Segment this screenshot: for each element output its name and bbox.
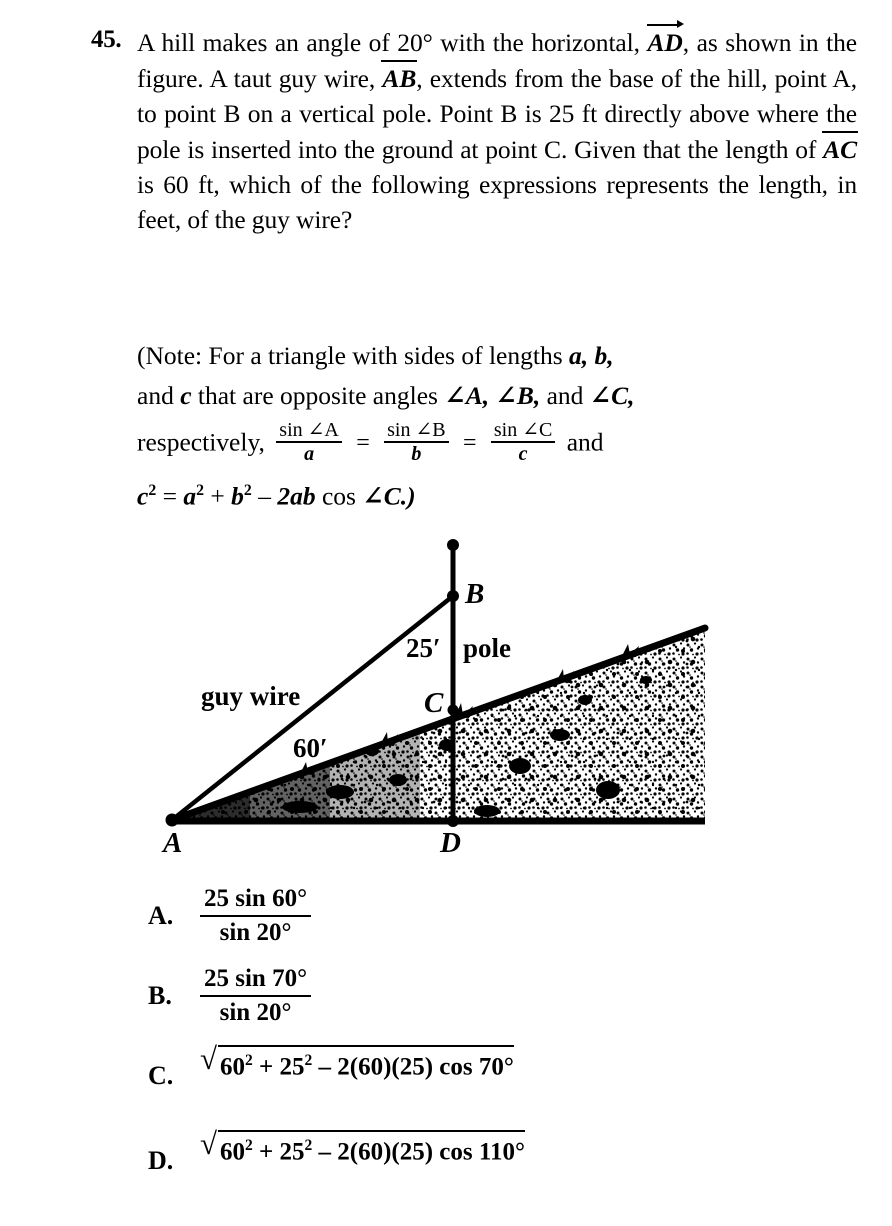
radicand-pre: 60 <box>220 1138 245 1166</box>
stem-comma-1: , <box>682 28 690 57</box>
radical-vinculum <box>218 1130 525 1132</box>
choice-denominator: sin 20° <box>219 919 292 946</box>
segment-ab-notation: AB <box>382 60 416 96</box>
choice-letter: C. <box>148 1061 174 1090</box>
stem-line-2: as shown in the figure. A taut guy wire, <box>137 28 858 93</box>
radical-sign-icon: √ <box>200 1126 218 1161</box>
fraction-numerator: sin ∠A <box>276 420 342 443</box>
note-line-1 <box>137 336 867 376</box>
choice-numerator: 25 sin 70° <box>200 965 311 997</box>
fraction-sin-a-over-a <box>276 420 342 465</box>
loc-exp-b: 2 <box>243 481 252 499</box>
note-angle-c: ∠C, <box>589 381 635 410</box>
choice-radical <box>200 1041 514 1081</box>
radical-vinculum <box>218 1045 514 1047</box>
radicand-mid: + 25 <box>252 1138 305 1166</box>
stem-is60: is 60 ft, which of the following <box>137 170 470 199</box>
radicand-post: – 2(60)(25) cos 70° <box>312 1053 514 1081</box>
note-opposite-text: that are opposite angles <box>197 381 438 410</box>
question-stem <box>137 24 857 237</box>
label-guy-wire: guy wire <box>201 681 301 711</box>
loc-c: c <box>137 481 149 511</box>
radicand <box>220 1045 514 1081</box>
stem-line-7: expressions represents the length, in feet, of the guy <box>137 170 857 234</box>
ray-ad-notation: AD <box>648 24 683 60</box>
choice-letter: A. <box>148 901 174 930</box>
note-respectively: respectively, <box>137 427 265 457</box>
label-height-25ft: 25′ <box>406 633 441 663</box>
note-var-c: c <box>180 381 192 410</box>
radicand <box>220 1130 525 1166</box>
choice-expression <box>200 1041 514 1081</box>
choice-expression <box>200 885 311 947</box>
fraction-denominator: c <box>518 443 528 466</box>
choice-letter: D. <box>148 1146 174 1175</box>
answer-choice-a[interactable] <box>148 885 868 961</box>
answer-choice-b[interactable] <box>148 965 868 1041</box>
loc-a: a <box>183 481 197 511</box>
choice-fraction <box>200 965 311 1027</box>
loc-angle-c: ∠C.) <box>362 481 416 511</box>
loc-2ab: 2ab <box>277 481 316 511</box>
segment-ac-notation: AC <box>823 131 857 167</box>
label-length-60ft: 60′ <box>293 733 328 763</box>
loc-exp-c: 2 <box>148 481 157 499</box>
choice-expression <box>200 1126 525 1166</box>
label-point-c: C <box>424 687 444 719</box>
note-line-4-law-of-cosines <box>137 471 867 517</box>
stem-line-8: wire? <box>296 205 353 234</box>
point-a-dot <box>166 814 179 827</box>
point-b-dot <box>447 590 459 602</box>
radicand-exponent-1: 2 <box>245 1052 253 1069</box>
fraction-numerator: sin ∠C <box>491 420 555 443</box>
label-pole: pole <box>463 633 512 663</box>
loc-minus: – <box>258 481 271 511</box>
point-c-dot <box>448 705 459 716</box>
choice-expression <box>200 965 311 1027</box>
stem-line-3: from the base of the hill, point A, to point B on a <box>137 64 858 128</box>
answer-choice-c[interactable] <box>148 1041 868 1121</box>
fraction-denominator: a <box>304 443 315 466</box>
radical-sign-icon: √ <box>200 1041 218 1076</box>
choice-numerator: 25 sin 60° <box>200 885 311 917</box>
loc-b: b <box>231 481 244 511</box>
note-line-3-law-of-sines <box>137 420 867 465</box>
hill-guy-wire-figure <box>0 530 892 875</box>
radicand-mid: + 25 <box>252 1053 305 1081</box>
stem-line-1: A hill makes an angle of 20° with the horizontal, <box>137 28 640 57</box>
answer-choice-d[interactable] <box>148 1126 868 1206</box>
choice-denominator: sin 20° <box>219 999 292 1026</box>
radicand-exponent-1: 2 <box>245 1137 253 1154</box>
equals-sign-1: = <box>356 430 370 457</box>
question-number: 45. <box>91 26 122 53</box>
loc-equals: = <box>162 481 177 511</box>
radicand-exponent-2: 2 <box>304 1137 313 1154</box>
label-point-a: A <box>163 827 183 859</box>
label-point-b: B <box>465 578 485 610</box>
choice-letter: B. <box>148 981 172 1010</box>
note-angles-ab: ∠A, ∠B, <box>444 381 541 410</box>
radicand-exponent-2: 2 <box>304 1052 313 1069</box>
equals-sign-2: = <box>462 430 477 457</box>
stem-line-4: vertical pole. Point B is 25 ft directly above where the <box>299 99 857 128</box>
note-block <box>137 336 867 516</box>
choice-radical <box>200 1126 525 1166</box>
fraction-denominator: b <box>411 443 422 466</box>
loc-exp-a: 2 <box>196 481 205 499</box>
fraction-sin-c-over-c <box>491 420 555 465</box>
note-and-1: and <box>137 381 174 410</box>
note-line-1-text: (Note: For a triangle with sides of lengths <box>137 341 563 370</box>
loc-plus: + <box>210 481 225 511</box>
stem-line-6: the length of <box>687 135 817 164</box>
fraction-numerator: sin ∠B <box>384 420 448 443</box>
figure-svg <box>0 530 892 875</box>
pole-top-dot <box>447 539 459 551</box>
radicand-pre: 60 <box>220 1053 245 1081</box>
stem-line-5: pole is inserted into the ground at point C. Given that <box>137 135 681 164</box>
stem-extends: , extends <box>416 64 507 93</box>
choice-fraction <box>200 885 311 947</box>
fraction-sin-b-over-b <box>384 420 448 465</box>
radicand-post: – 2(60)(25) cos 110° <box>312 1138 525 1166</box>
label-point-d: D <box>440 827 461 859</box>
loc-cos: cos <box>321 481 356 511</box>
note-line-2 <box>137 376 867 416</box>
note-and-3: and <box>566 427 604 457</box>
note-line-1-vars: a, b, <box>569 341 614 370</box>
point-d-dot <box>447 815 459 827</box>
note-and-2: and <box>546 381 584 410</box>
